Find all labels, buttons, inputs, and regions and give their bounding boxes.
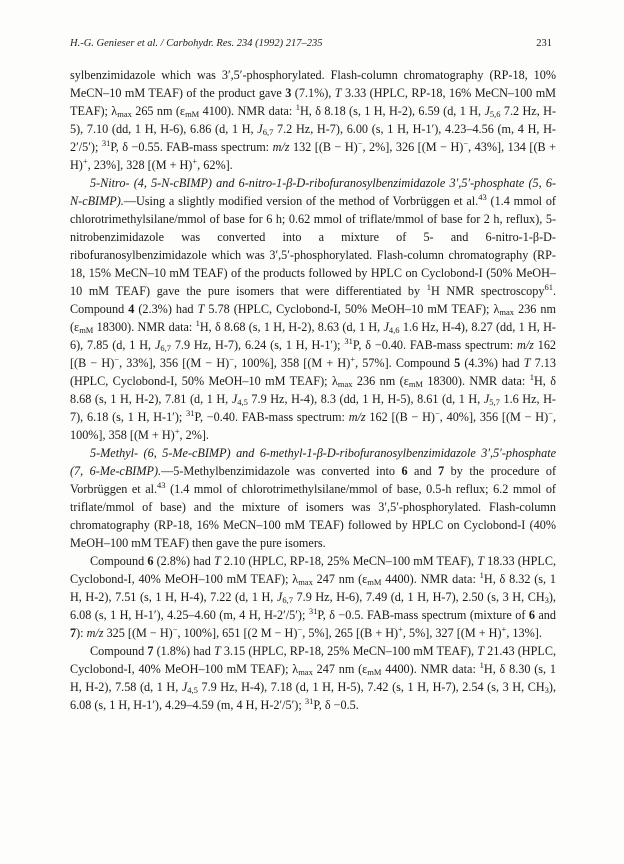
text-fragment: J xyxy=(483,392,490,406)
text-fragment: 18.33 (HPLC, Cyclobond-I, 40% MeOH–100 mM TEAF); λ xyxy=(70,554,556,586)
text-fragment: 1 xyxy=(479,660,484,670)
section-heading-methyl: 5-Methyl- (6, 5-Me-cBIMP) and 6-methyl-1-β-D-ribofuranosylbenzimidazole 3′,5′-phosphate (7, 6-Me-cBIMP). xyxy=(70,446,556,478)
text-fragment: 162 [(B − H) xyxy=(365,410,435,424)
text-fragment: 132 [(B − H) xyxy=(289,140,358,154)
text-fragment: − xyxy=(548,408,553,418)
text-fragment: 3 xyxy=(285,86,292,100)
text-fragment: 5,7 xyxy=(489,397,500,407)
text-fragment: 1 xyxy=(295,102,300,112)
text-fragment: 4,5 xyxy=(237,397,248,407)
text-fragment: 3 xyxy=(544,685,549,695)
text-fragment: , 40%], 356 [(M − H) xyxy=(439,410,549,424)
text-fragment: T xyxy=(477,644,485,658)
text-fragment: (1.4 mmol of chlorotrimethylsilane/mmol of base for 6 h; 0.62 mmol of triflate/mmol of base for 2 h, reflux), 5-nitrobenzimidazole was converted into a mixture of 5- and 6-nitro-1-β-D-ribofuranosylbenzimidazole which was 3′,5′-phosphorylated. Flash-column chromatography (RP-18, 15% MeCN–10 mM TEAF) of the products followed by HPLC on Cyclobond-I (50% MeOH–10 mM TEAF) gave the pure isomers that were differentiated by xyxy=(70,194,556,298)
text-fragment: − xyxy=(463,138,469,148)
text-fragment: m/z xyxy=(516,338,534,352)
text-fragment: 3.15 (HPLC, RP-18, 25% MeCN–100 mM TEAF), xyxy=(220,644,478,658)
text-fragment: 7.9 Hz, H-4), 7.18 (d, 1 H, H-5), 7.42 (s, 1 H, H-7), 2.54 (s, 3 H, CH xyxy=(197,680,545,694)
paragraph-compound-3 xyxy=(70,66,556,174)
text-fragment: 265 nm (ε xyxy=(131,104,186,118)
text-fragment: 7.13 (HPLC, Cyclobond-I, 50% MeOH–10 mM TEAF); λ xyxy=(70,356,556,388)
text-fragment: 18300). NMR data: xyxy=(93,320,196,334)
text-fragment: 31 xyxy=(101,138,111,148)
text-fragment: , 100%], 651 [(2 M − H) xyxy=(177,626,298,640)
text-fragment: —Using a slightly modified version of the method of Vorbrüggen et al. xyxy=(123,194,479,208)
text-fragment: − xyxy=(114,354,120,364)
text-fragment: 5 xyxy=(454,356,461,370)
text-fragment: − xyxy=(435,408,440,418)
text-fragment: − xyxy=(357,138,363,148)
text-fragment: 1 xyxy=(195,318,200,328)
section-heading-nitro: 5-Nitro- (4, 5-N-cBIMP) and 6-nitro-1-β-D-ribofuranosylbenzimidazole 3′,5′-phosphate (5, 6-N-cBIMP). xyxy=(70,176,556,208)
text-fragment: 43 xyxy=(478,192,487,202)
text-fragment: 3.33 (HPLC, RP-18, 16% MeCN–100 mM TEAF); λ xyxy=(70,86,557,118)
text-fragment: 7.9 Hz, H-6), 7.49 (d, 1 H, H-7), 2.50 (s, 3 H, CH xyxy=(292,590,545,604)
text-fragment: , 33%], 356 [(M − H) xyxy=(119,356,230,370)
text-fragment: H, δ 8.68 (s, 1 H, H-2), 8.63 (d, 1 H, xyxy=(199,320,384,334)
text-fragment: J xyxy=(231,392,238,406)
text-fragment: 247 nm (ε xyxy=(312,572,368,586)
text-fragment: . Compound xyxy=(70,284,556,316)
text-fragment: − xyxy=(172,624,178,634)
text-fragment: 61 xyxy=(544,282,553,292)
text-fragment: 4400). NMR data: xyxy=(381,662,480,676)
paragraph-nitro-compounds xyxy=(70,174,556,444)
text-fragment: H, δ 8.32 (s, 1 H, H-2), 7.51 (s, 1 H, H-4), 7.22 (d, 1 H, xyxy=(70,572,556,604)
text-fragment: max xyxy=(499,307,515,317)
text-fragment: 1 xyxy=(426,282,431,292)
text-fragment: 7 xyxy=(70,626,77,640)
text-fragment: , 5%], 265 [(B + H) xyxy=(302,626,399,640)
text-fragment: + xyxy=(501,624,507,634)
text-fragment: + xyxy=(82,156,88,166)
text-fragment: and xyxy=(534,608,556,622)
text-fragment: + xyxy=(192,156,198,166)
text-fragment: 5,6 xyxy=(489,109,501,119)
text-fragment: 4,5 xyxy=(187,685,198,695)
text-fragment: 31 xyxy=(186,408,195,418)
text-fragment: 247 nm (ε xyxy=(312,662,368,676)
text-fragment: mM xyxy=(408,379,423,389)
text-fragment: J xyxy=(383,320,389,334)
text-fragment: , 62%]. xyxy=(197,158,233,172)
text-fragment: 7.2 Hz, H-5), 7.10 (dd, 1 H, H-6), 6.86 (d, 1 H, xyxy=(70,104,557,136)
text-fragment: 1 xyxy=(529,372,534,382)
text-fragment: sylbenzimidazole which was 3′,5′-phosphorylated. Flash-column chromatography (RP-18, 10% MeCN–10 mM TEAF) of the product gave xyxy=(70,68,556,100)
text-fragment: T xyxy=(197,302,205,316)
text-fragment: (2.3%) had xyxy=(134,302,198,316)
text-fragment: + xyxy=(174,426,180,436)
text-fragment: max xyxy=(298,577,313,587)
text-fragment: 5.78 (HPLC, Cyclobond-I, 50% MeOH–10 mM TEAF); λ xyxy=(204,302,500,316)
text-fragment: P, δ −0.40. FAB-mass spectrum: xyxy=(352,338,517,352)
text-fragment: , 2%], 326 [(M − H) xyxy=(362,140,464,154)
text-fragment: mM xyxy=(185,109,200,119)
text-fragment: 31 xyxy=(308,606,318,616)
text-fragment: m/z xyxy=(272,140,290,154)
text-fragment: , 5%], 327 [(M + H) xyxy=(402,626,502,640)
text-fragment: , 57%]. Compound xyxy=(355,356,455,370)
text-fragment: 6 xyxy=(401,464,408,478)
text-fragment: 1.6 Hz, H-7), 6.18 (s, 1 H, H-1′); xyxy=(70,392,556,424)
text-fragment: J xyxy=(154,338,161,352)
text-fragment: and xyxy=(407,464,439,478)
text-fragment: T xyxy=(334,86,342,100)
text-fragment: 1.6 Hz, H-4), 8.27 (dd, 1 H, H-6), 7.85 (d, 1 H, xyxy=(70,320,556,352)
page-number: 231 xyxy=(536,38,552,49)
text-fragment: H, δ 8.30 (s, 1 H, H-2), 7.58 (d, 1 H, xyxy=(70,662,556,694)
text-fragment: m/z xyxy=(348,410,366,424)
running-title: H.-G. Genieser et al. / Carbohydr. Res. 234 (1992) 217–235 xyxy=(70,38,323,49)
text-fragment: max xyxy=(337,379,353,389)
text-fragment: mM xyxy=(367,577,382,587)
text-fragment: 21.43 (HPLC, Cyclobond-I, 40% MeOH–100 mM TEAF); λ xyxy=(70,644,556,676)
text-fragment: 31 xyxy=(304,696,314,706)
text-fragment: 3 xyxy=(544,595,549,605)
text-fragment: (2.8%) had xyxy=(153,554,214,568)
text-fragment: mM xyxy=(367,667,382,677)
text-fragment: (1.4 mmol of chlorotrimethylsilane/mmol of base, 0.5-h reflux; 6.2 mmol of triflate/mmol of base) and the mixture of isomers was 3′,5′-phosphorylated. Flash-column chromatography (RP-18, 16% MeCN–100 mM TEAF) followed by HPLC on Cyclobond-I (40% MeOH–100 mM TEAF) then gave the pure isomers. xyxy=(70,482,556,550)
text-fragment: + xyxy=(398,624,403,634)
text-fragment: 6,7 xyxy=(282,595,293,605)
text-fragment: by the procedure of Vorbrüggen et al. xyxy=(70,464,556,496)
text-fragment: ), 6.08 (s, 1 H, H-1′), 4.25–4.60 (m, 4 H, H-2′/5′); xyxy=(70,590,556,622)
text-fragment: 6,7 xyxy=(262,127,274,137)
running-header xyxy=(70,38,552,54)
text-fragment: 4100). NMR data: xyxy=(199,104,296,118)
text-fragment: 31 xyxy=(344,336,353,346)
text-fragment: , 100%], 358 [(M + H) xyxy=(234,356,351,370)
text-fragment: T xyxy=(213,644,221,658)
text-fragment: H NMR spectroscopy xyxy=(431,284,545,298)
text-fragment: P, δ −0.55. FAB-mass spectrum: xyxy=(110,140,273,154)
text-fragment: + xyxy=(350,354,356,364)
text-fragment: max xyxy=(117,109,132,119)
text-fragment: Compound xyxy=(90,644,148,658)
text-fragment: P, −0.40. FAB-mass spectrum: xyxy=(194,410,349,424)
text-fragment: P, δ −0.5. xyxy=(313,698,359,712)
text-fragment: 4400). NMR data: xyxy=(381,572,480,586)
text-fragment: P, δ −0.5. FAB-mass spectrum (mixture of xyxy=(317,608,529,622)
text-fragment: 2.10 (HPLC, RP-18, 25% MeCN–100 mM TEAF), xyxy=(220,554,478,568)
text-fragment: 6 xyxy=(147,554,154,568)
text-fragment: ), 6.08 (s, 1 H, H-1′), 4.29–4.59 (m, 4 H, H-2′/5′); xyxy=(70,680,556,712)
text-fragment: (7.1%), xyxy=(291,86,335,100)
text-fragment: 43 xyxy=(157,480,166,490)
text-fragment: max xyxy=(298,667,313,677)
paragraph-compound-7 xyxy=(70,642,556,714)
text-fragment: J xyxy=(181,680,188,694)
text-fragment: , 100%], 358 [(M + H) xyxy=(70,410,556,442)
text-fragment: —5-Methylbenzimidazole was converted into xyxy=(161,464,402,478)
text-fragment: , 2%]. xyxy=(179,428,209,442)
text-fragment: m/z xyxy=(86,626,104,640)
text-fragment: 6,7 xyxy=(160,343,171,353)
paragraph-compound-6 xyxy=(70,552,556,642)
text-fragment: 7 xyxy=(147,644,154,658)
text-fragment: , 23%], 328 [(M + H) xyxy=(87,158,193,172)
text-fragment: 162 [(B − H) xyxy=(70,338,557,370)
text-fragment: mM xyxy=(79,325,94,335)
text-fragment: , 43%], 134 [(B + H) xyxy=(70,140,556,172)
text-fragment: 1 xyxy=(479,570,484,580)
text-fragment: − xyxy=(229,354,235,364)
text-fragment: − xyxy=(297,624,303,634)
text-fragment: H, δ 8.18 (s, 1 H, H-2), 6.59 (d, 1 H, xyxy=(299,104,485,118)
text-fragment: 7.9 Hz, H-7), 6.24 (s, 1 H, H-1′); xyxy=(170,338,345,352)
paragraph-methyl-compounds xyxy=(70,444,556,552)
text-fragment: T xyxy=(523,356,531,370)
text-fragment: J xyxy=(484,104,490,118)
text-fragment: J xyxy=(276,590,283,604)
text-fragment: , 13%]. xyxy=(506,626,542,640)
text-fragment: H, δ 8.68 (s, 1 H, H-2), 7.81 (d, 1 H, xyxy=(70,374,556,406)
text-fragment: 6 xyxy=(528,608,535,622)
text-fragment: 4 xyxy=(128,302,135,316)
text-fragment: 325 [(M − H) xyxy=(103,626,173,640)
text-fragment: J xyxy=(257,122,263,136)
text-fragment: 7.2 Hz, H-7), 6.00 (s, 1 H, H-1′), 4.23–4.56 (m, 4 H, H-2′/5′); xyxy=(70,122,556,154)
text-fragment: 4,6 xyxy=(388,325,400,335)
text-fragment: (1.8%) had xyxy=(153,644,214,658)
text-fragment: Compound xyxy=(90,554,148,568)
text-fragment: 18300). NMR data: xyxy=(422,374,530,388)
text-fragment: 7.9 Hz, H-4), 8.3 (dd, 1 H, H-5), 8.61 (d, 1 H, xyxy=(247,392,484,406)
text-fragment: 236 nm (ε xyxy=(70,302,557,334)
text-fragment: T xyxy=(213,554,221,568)
text-fragment: 7 xyxy=(438,464,445,478)
text-fragment: T xyxy=(477,554,485,568)
text-fragment: ): xyxy=(76,626,87,640)
text-fragment: 236 nm (ε xyxy=(352,374,409,388)
article-body xyxy=(70,66,556,714)
text-fragment: (4.3%) had xyxy=(460,356,524,370)
